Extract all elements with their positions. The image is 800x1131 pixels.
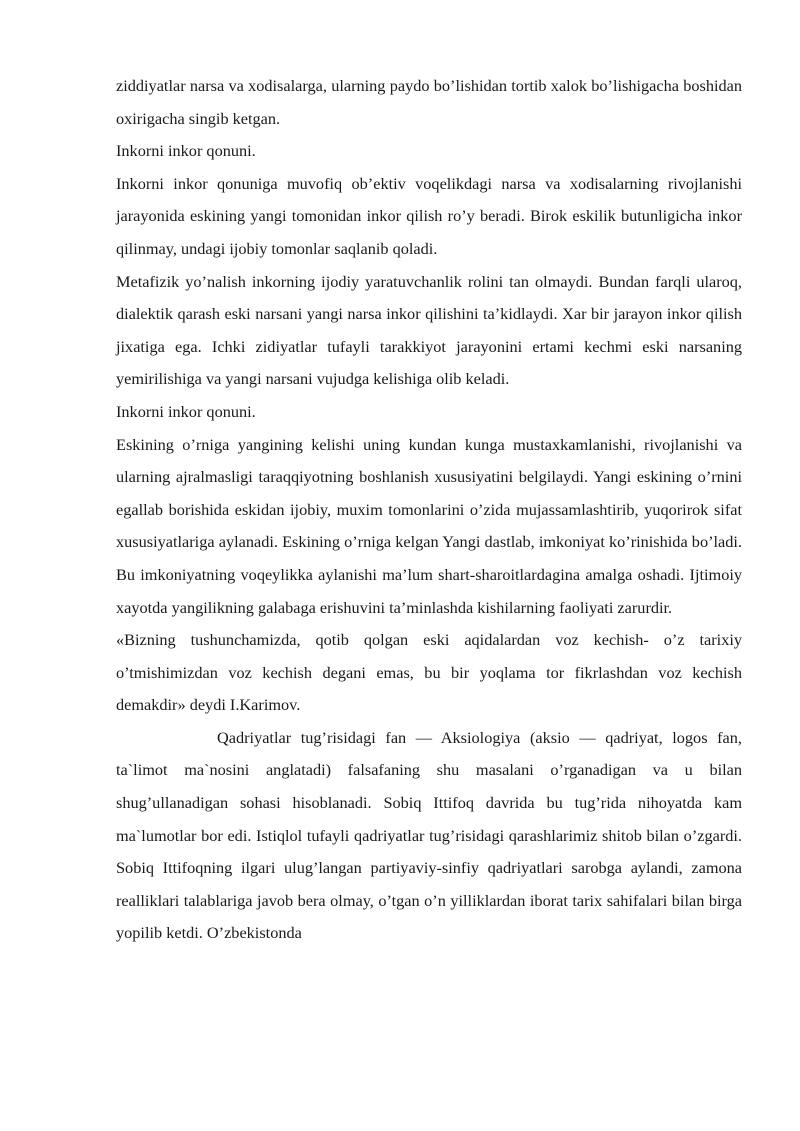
heading-negation-law-repeat: Inkorni inkor qonuni.: [116, 401, 256, 421]
paragraph-axiology: Qadriyatlar tug’risidagi fan — Aksiologiya (aksio — qadriyat, logos fan, ta`limot ma`nosini anglatadi) falsafaning shu masalani o’rganadigan va u bilan shug’ullanadigan sohasi hisoblanadi. Sobiq Ittifoq davrida bu tug’rida nihoyatda kam ma`lumotlar bor edi. Istiqlol tufayli qadriyatlar tug’risidagi qarashlarimiz shitob bilan o’zgardi. Sobiq Ittifoqning ilgari ulug’langan partiyaviy-sinfiy qadriyatlari sarobga aylandi, zamona realliklari talablariga javob bera olmay, o’tgan o’n yilliklardan iborat tarix sahifalari bilan birga yopilib ketdi. O’zbekistonda: [116, 727, 742, 943]
paragraph-contradictions: ziddiyatlar narsa va xodisalarga, ularning paydo bo’lishidan tortib xalok bo’lishigacha boshidan oxirigacha singib ketgan.: [116, 76, 742, 128]
paragraph-negation-definition: Inkorni inkor qonuniga muvofiq ob’ektiv voqelikdagi narsa va xodisalarning rivojlanishi jarayonida eskining yangi tomonidan inkor qilish ro’y beradi. Birok eskilik butunligicha inkor qilinmay, undagi ijobiy tomonlar saqlanib qoladi.: [116, 173, 742, 258]
paragraph-metaphysical: Metafizik yo’nalish inkorning ijodiy yaratuvchanlik rolini tan olmaydi. Bundan farqli ularoq, dialektik qarash eski narsani yangi narsa inkor qilishini ta’kidlaydi. Xar bir jarayon inkor qilish jixatiga ega. Ichki zidiyatlar tufayli tarakkiyot jarayonini ertami kechmi eski narsaning yemirilishiga va yangi narsani vujudga kelishiga olib keladi.: [116, 271, 742, 389]
heading-negation-law: Inkorni inkor qonuni.: [116, 141, 256, 161]
paragraph-new-replaces-old: Eskining o’rniga yangining kelishi uning kundan kunga mustaxkamlanishi, rivojlanishi va ularning ajralmasligi taraqqiyotning boshlanish xususiyatini belgilaydi. Yangi eskining o’rnini egallab borishida eskidan ijobiy, muxim tomonlarini o’zida mujassamlashtirib, yuqorirok sifat xususiyatlariga aylanadi. Eskining o’rniga kelgan Yangi dastlab, imkoniyat ko’rinishida bo’ladi. Bu imkoniyatning voqeylikka aylanishi ma’lum shart-sharoitlardagina amalga oshadi. Ijtimoiy xayotda yangilikning galabaga erishuvini ta’minlashda kishilarning faoliyati zarurdir.: [116, 434, 742, 617]
paragraph-karimov-quote: «Bizning tushunchamizda, qotib qolgan eski aqidalardan voz kechish- o’z tarixiy o’tmishimizdan voz kechish degani emas, bu bir yoqlama tor fikrlashdan voz kechish demakdir» deydi I.Karimov.: [116, 630, 742, 715]
document-page: [116, 70, 742, 950]
